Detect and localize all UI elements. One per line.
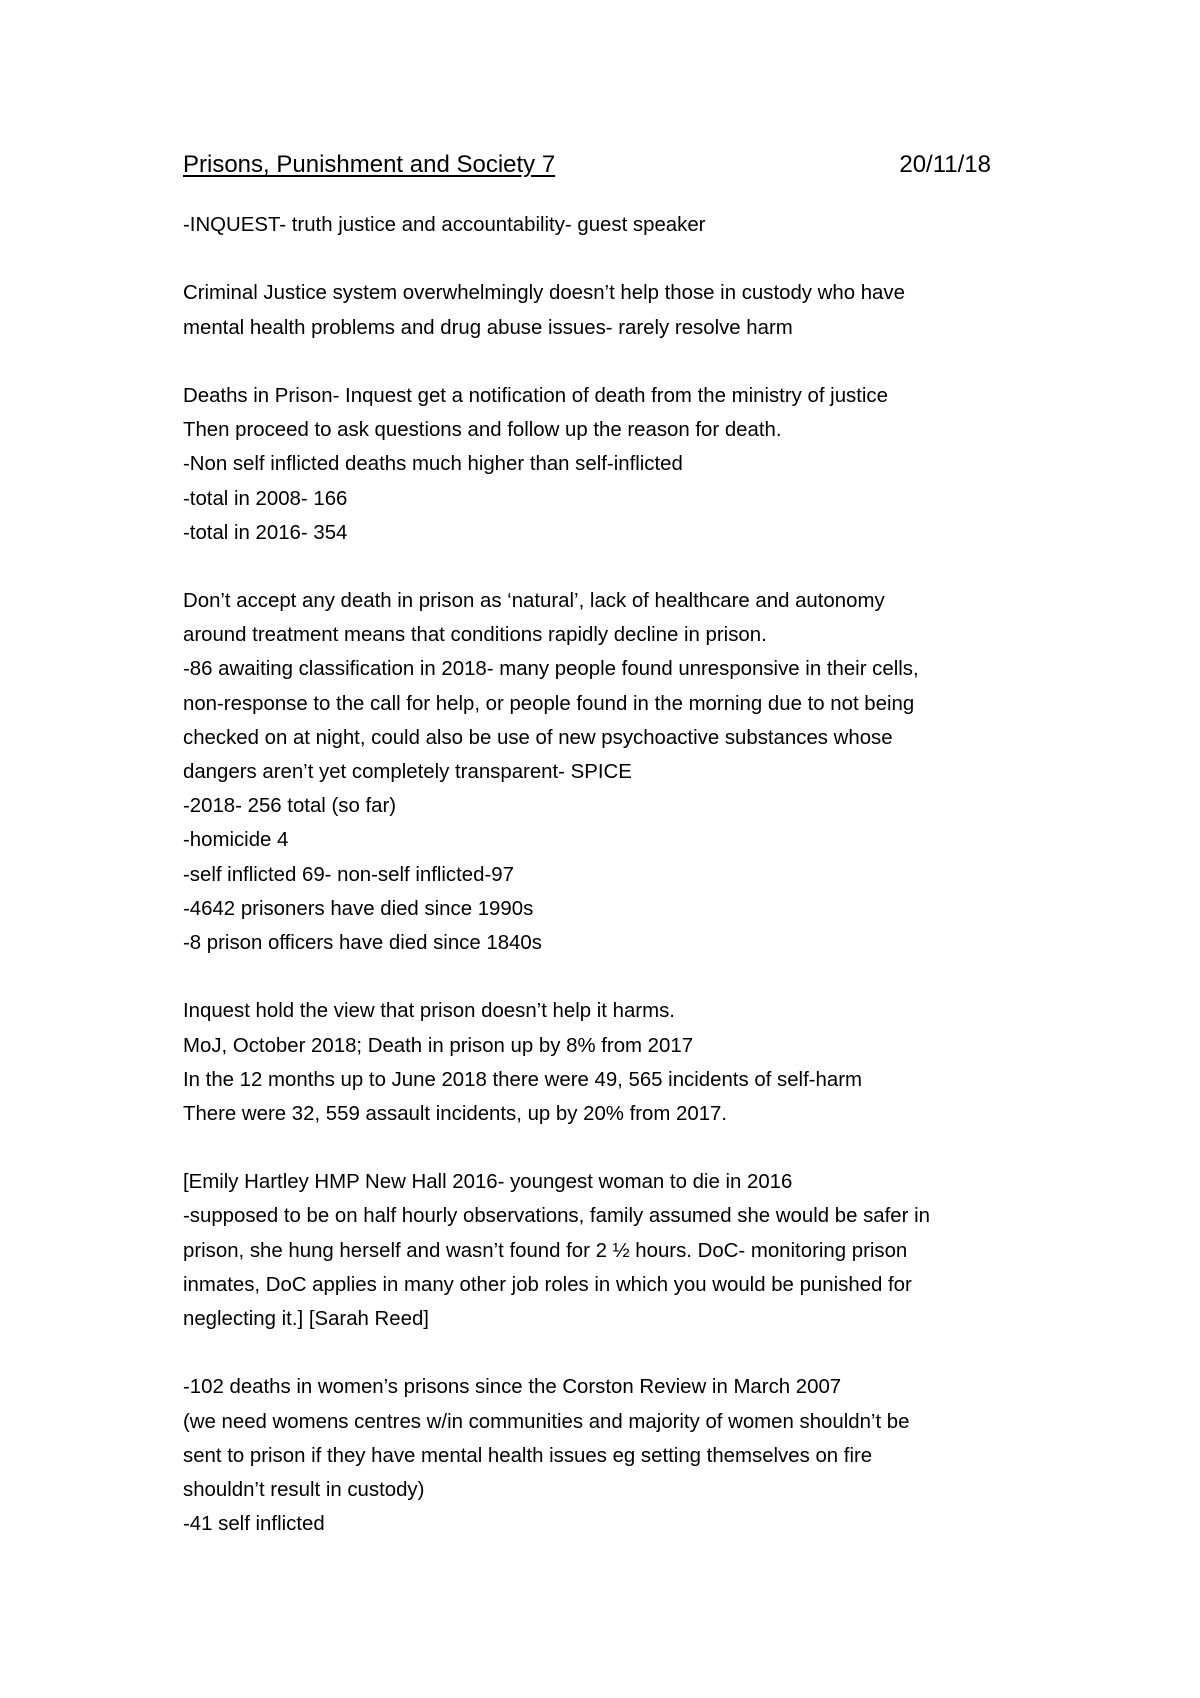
text-line: inmates, DoC applies in many other job roles in which you would be punished for [183, 1273, 912, 1296]
text-line: Inquest hold the view that prison doesn’t help it harms. [183, 1000, 675, 1023]
text-line: MoJ, October 2018; Death in prison up by 8% from 2017 [183, 1034, 694, 1057]
paragraph [183, 1165, 1013, 1336]
text-line: In the 12 months up to June 2018 there were 49, 565 incidents of self-harm [183, 1068, 862, 1091]
text-line: non-response to the call for help, or people found in the morning due to not being [183, 692, 915, 715]
text-line: -homicide 4 [183, 829, 289, 852]
paragraph [183, 276, 1013, 344]
text-line: -41 self inflicted [183, 1513, 325, 1536]
text-line: -102 deaths in women’s prisons since the Corston Review in March 2007 [183, 1376, 842, 1399]
text-line: mental health problems and drug abuse issues- rarely resolve harm [183, 316, 793, 339]
text-line: There were 32, 559 assault incidents, up by 20% from 2017. [183, 1102, 728, 1125]
document-title: Prisons, Punishment and Society 7 [183, 151, 556, 178]
paragraph-gap [183, 242, 1013, 276]
paragraph-gap [183, 1131, 1013, 1165]
text-line: -4642 prisoners have died since 1990s [183, 897, 534, 920]
text-line: sent to prison if they have mental health issues eg setting themselves on fire [183, 1444, 873, 1467]
paragraph [183, 208, 1013, 242]
paragraph [183, 1370, 1013, 1541]
text-line: [Emily Hartley HMP New Hall 2016- youngest woman to die in 2016 [183, 1171, 793, 1194]
paragraph-gap [183, 345, 1013, 379]
text-line: Deaths in Prison- Inquest get a notification of death from the ministry of justice [183, 384, 888, 407]
document-date: 20/11/18 [899, 151, 991, 178]
paragraph-gap [183, 1336, 1013, 1370]
text-line: Don’t accept any death in prison as ‘natural’, lack of healthcare and autonomy [183, 590, 885, 613]
text-line: -8 prison officers have died since 1840s [183, 931, 542, 954]
text-line: neglecting it.] [Sarah Reed] [183, 1308, 429, 1330]
text-line: shouldn’t result in custody) [183, 1478, 425, 1501]
paragraph-gap [183, 550, 1013, 584]
text-line: -total in 2008- 166 [183, 487, 348, 510]
document-header [183, 148, 991, 184]
text-line: -INQUEST- truth justice and accountability- guest speaker [183, 214, 706, 236]
text-line: -Non self inflicted deaths much higher than self-inflicted [183, 453, 683, 476]
text-line: dangers aren’t yet completely transparent- SPICE [183, 761, 632, 783]
text-line: -86 awaiting classification in 2018- many people found unresponsive in their cells, [183, 658, 919, 681]
text-line: -self inflicted 69- non-self inflicted-97 [183, 863, 514, 886]
paragraph [183, 379, 1013, 550]
paragraph-gap [183, 960, 1013, 994]
text-line: around treatment means that conditions rapidly decline in prison. [183, 624, 767, 647]
paragraph [183, 994, 1013, 1131]
paragraph [183, 584, 1013, 960]
text-line: -supposed to be on half hourly observations, family assumed she would be safer in [183, 1205, 930, 1228]
text-line: -2018- 256 total (so far) [183, 795, 397, 818]
text-line: Then proceed to ask questions and follow up the reason for death. [183, 419, 782, 442]
text-line: Criminal Justice system overwhelmingly doesn’t help those in custody who have [183, 282, 905, 305]
text-line: -total in 2016- 354 [183, 521, 348, 544]
text-line: (we need womens centres w/in communities and majority of women shouldn’t be [183, 1410, 910, 1433]
text-line: checked on at night, could also be use of new psychoactive substances whose [183, 726, 893, 749]
text-line: prison, she hung herself and wasn’t found for 2 ½ hours. DoC- monitoring prison [183, 1239, 908, 1262]
document-body [183, 208, 1013, 1541]
